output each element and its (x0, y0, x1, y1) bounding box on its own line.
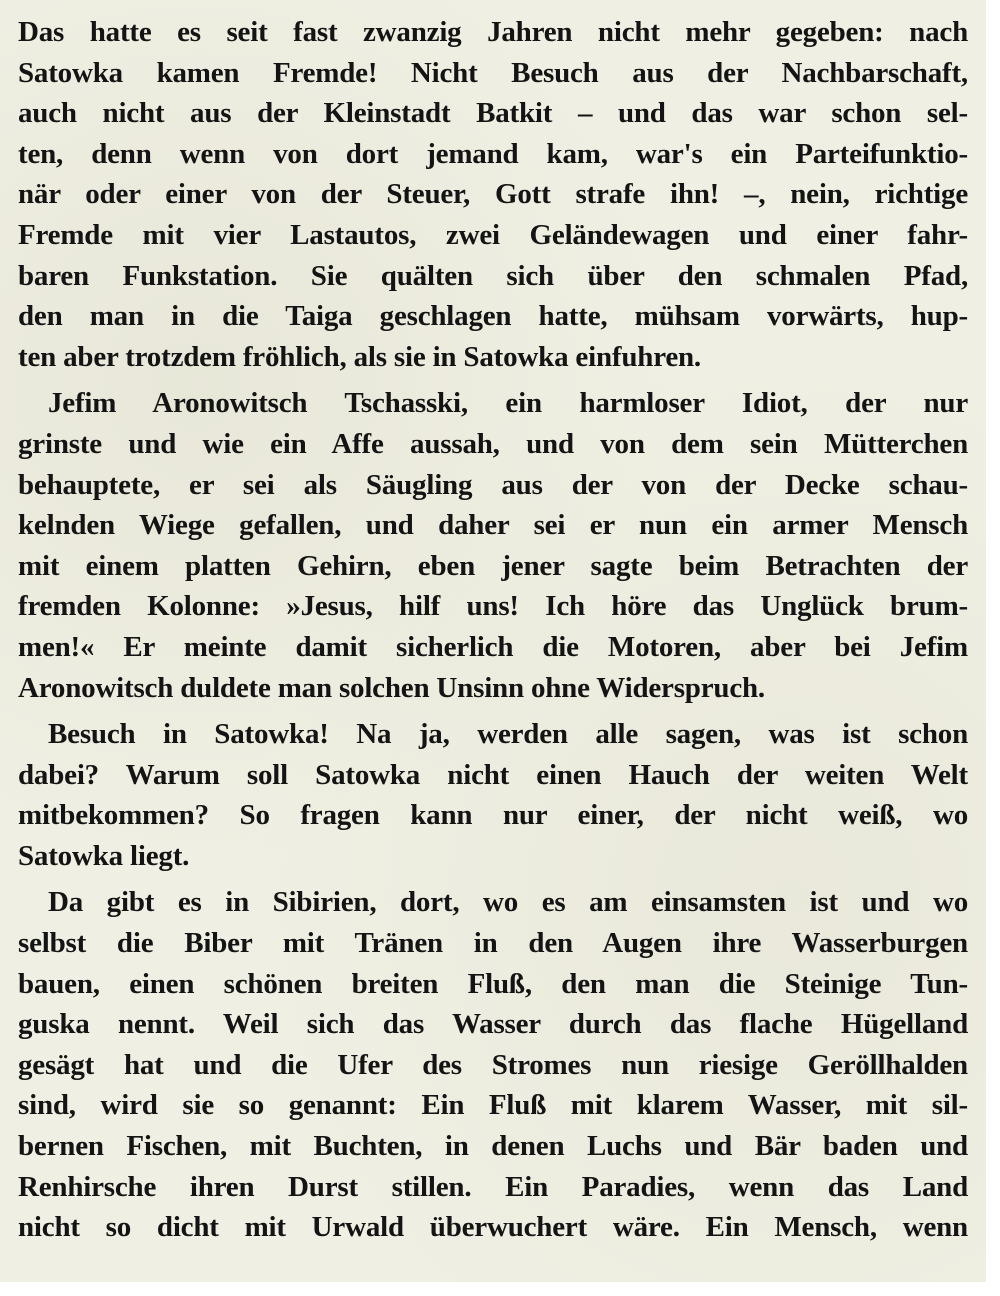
text-line: Das hatte es seit fast zwanzig Jahren nicht mehr gegeben: nach (18, 16, 968, 48)
text-line: gesägt hat und die Ufer des Stromes nun riesige Geröllhalden (18, 1048, 968, 1081)
text-line: sind, wird sie so genannt: Ein Fluß mit klarem Wasser, mit sil- (18, 1089, 968, 1122)
text-line: Renhirsche ihren Durst stillen. Ein Paradies, wenn das Land (18, 1170, 968, 1203)
text-line: grinste und wie ein Affe aussah, und von dem sein Mütterchen (18, 427, 968, 460)
paragraph-4 (18, 882, 968, 1247)
paragraph-2 (18, 383, 968, 708)
text-line: Fremde mit vier Lastautos, zwei Geländewagen und einer fahr- (18, 218, 968, 251)
text-line: Aronowitsch duldete man solchen Unsinn ohne Widerspruch. (18, 671, 765, 704)
text-line: när oder einer von der Steuer, Gott strafe ihn! –, nein, richtige (18, 178, 968, 211)
text-line: Satowka liegt. (18, 839, 190, 872)
text-line: dabei? Warum soll Satowka nicht einen Hauch der weiten Welt (18, 758, 968, 791)
text-line: baren Funkstation. Sie quälten sich über den schmalen Pfad, (18, 259, 968, 292)
text-line: Besuch in Satowka! Na ja, werden alle sagen, was ist schon (48, 718, 968, 751)
text-line: fremden Kolonne: »Jesus, hilf uns! Ich höre das Unglück brum- (18, 590, 968, 623)
text-line: men!« Er meinte damit sicherlich die Motoren, aber bei Jefim (18, 630, 968, 663)
text-line: nicht so dicht mit Urwald überwuchert wäre. Ein Mensch, wenn (18, 1211, 968, 1244)
page-text (18, 12, 968, 1248)
paragraph-1 (18, 12, 968, 377)
text-line: guska nennt. Weil sich das Wasser durch das flache Hügelland (18, 1008, 968, 1041)
text-line: auch nicht aus der Kleinstadt Batkit – und das war schon sel- (18, 97, 968, 130)
text-line: Da gibt es in Sibirien, dort, wo es am einsamsten ist und wo (48, 886, 968, 919)
text-line: bauen, einen schönen breiten Fluß, den man die Steinige Tun- (18, 967, 968, 1000)
text-line: behauptete, er sei als Säugling aus der von der Decke schau- (18, 468, 968, 501)
text-line: ten, denn wenn von dort jemand kam, war's ein Parteifunktio- (18, 137, 968, 170)
text-line: Jefim Aronowitsch Tschasski, ein harmloser Idiot, der nur (48, 387, 968, 420)
text-line: mitbekommen? So fragen kann nur einer, der nicht weiß, wo (18, 799, 968, 832)
text-line: ten aber trotzdem fröhlich, als sie in Satowka einfuhren. (18, 340, 701, 373)
text-line: kelnden Wiege gefallen, und daher sei er nun ein armer Mensch (18, 509, 968, 542)
paragraph-3 (18, 714, 968, 876)
text-line: mit einem platten Gehirn, eben jener sagte beim Betrachten der (18, 549, 968, 582)
text-line: Satowka kamen Fremde! Nicht Besuch aus der Nachbarschaft, (18, 56, 968, 89)
text-line: selbst die Biber mit Tränen in den Augen ihre Wasserburgen (18, 927, 968, 960)
text-line: den man in die Taiga geschlagen hatte, mühsam vorwärts, hup- (18, 300, 968, 333)
text-line: bernen Fischen, mit Buchten, in denen Luchs und Bär baden und (18, 1130, 968, 1163)
